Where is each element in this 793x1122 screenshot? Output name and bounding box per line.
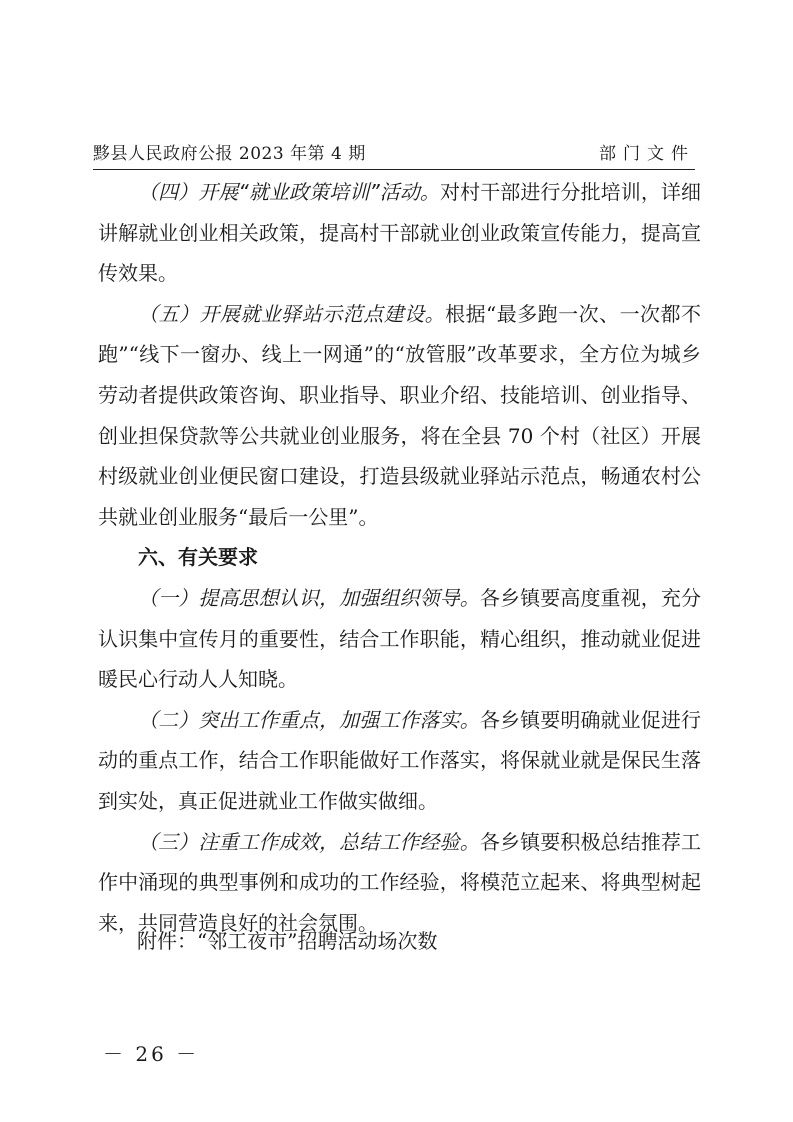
requirement-item (98, 578, 701, 700)
paragraph-lead: （四）开展“就业政策培训”活动。 (138, 180, 441, 204)
paragraph-text: 对村干部进行分批培训，详细讲解就业创业相关政策，提高村干部就业创业政策宣传能力，提高宣传效果。 (98, 180, 702, 286)
requirement-lead: （二）突出工作重点，加强工作落实。 (138, 707, 480, 732)
requirement-item (98, 700, 701, 822)
paragraph-station-demo (98, 294, 701, 538)
requirement-text: 各乡镇要积极总结推荐工作中涌现的典型事例和成功的工作经验，将模范立起来、将典型树起来，共同营造良好的社会氛围。 (98, 829, 702, 935)
requirement-text: 各乡镇要明确就业促进行动的重点工作，结合工作职能做好工作落实，将保就业就是保民生落到实处，真正促进就业工作做实做细。 (98, 707, 702, 813)
page-number: － 26 － (103, 1042, 200, 1066)
section-heading: 六、有关要求 (138, 545, 258, 570)
section-label: 部门文件 (599, 144, 695, 164)
requirement-text: 各乡镇要高度重视，充分认识集中宣传月的重要性，结合工作职能，精心组织，推动就业促进暖民心行动人人知晓。 (98, 585, 702, 692)
requirement-lead: （一）提高思想认识，加强组织领导。 (138, 585, 480, 610)
publication-title: 黟县人民政府公报 2023 年第 4 期 (93, 144, 366, 164)
attachment-note: 附件：“邻工夜市”招聘活动场次数 (137, 929, 438, 953)
paragraph-lead: （五）开展就业驿站示范点建设。 (138, 301, 446, 326)
document-body (98, 172, 701, 943)
requirement-lead: （三）注重工作成效，总结工作经验。 (138, 829, 480, 854)
header-divider (93, 169, 695, 170)
paragraph-policy-training (98, 172, 701, 294)
paragraph-text: 根据“最多跑一次、一次都不跑”“线下一窗办、线上一网通”的“放管服”改革要求，全方位为城乡劳动者提供政策咨询、职业指导、职业介绍、技能培训、创业指导、创业担保贷款等公共就业创业服务，将在全县 70 个村（社区）开展村级就业创业便民窗口建设，打造县级就业驿站示范点，畅通农村公共就业创业服务“最后一公里”。 (98, 301, 701, 529)
running-header (93, 141, 695, 167)
